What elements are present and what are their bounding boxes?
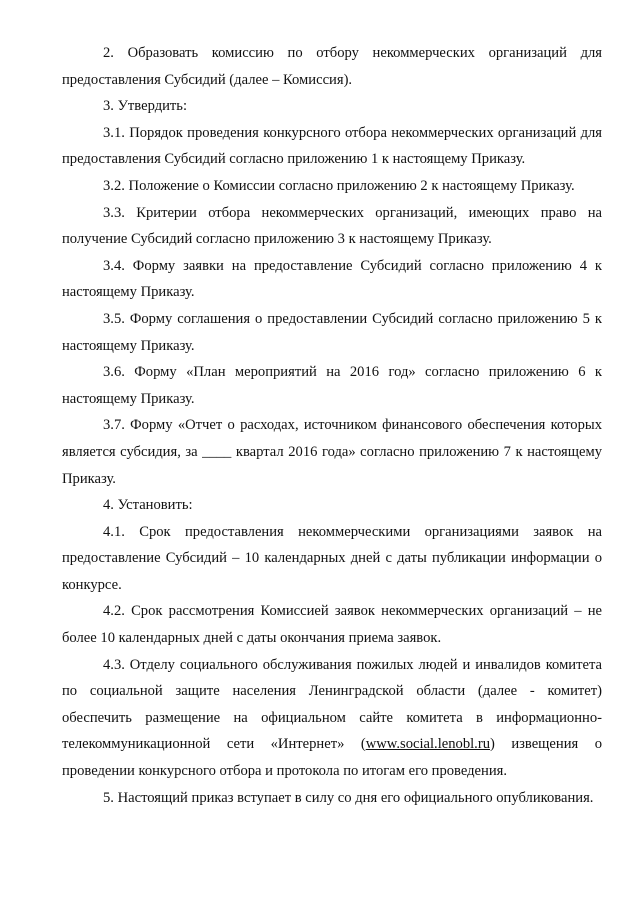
paragraph-3-1: 3.1. Порядок проведения конкурсного отбора некоммерческих организаций для предоставления Субсидий согласно приложению 1 к настоящему Приказу. xyxy=(62,124,602,168)
document-body xyxy=(62,40,602,811)
paragraph-4-3-text-after: ) извещения о проведении конкурсного отбора и протокола по итогам его проведения. xyxy=(62,736,602,780)
paragraph-4-3-text-before: 4.3. Отделу социального обслуживания пожилых людей и инвалидов комитета по социальной защите населения Ленинградской области (далее - комитет) обеспечить размещение на официальном сайте комитета в информационно-телекоммуникационной сети «Интернет» ( xyxy=(62,656,602,753)
website-link[interactable]: www.social.lenobl.ru xyxy=(365,736,490,753)
paragraph-4-1: 4.1. Срок предоставления некоммерческими организациями заявок на предоставление Субсидий – 10 календарных дней с даты публикации информации о конкурсе. xyxy=(62,523,602,593)
paragraph-2: 2. Образовать комиссию по отбору некоммерческих организаций для предоставления Субсидий (далее – Комиссия). xyxy=(62,45,602,88)
paragraph-3: 3. Утвердить: xyxy=(103,98,188,115)
paragraph-3-6: 3.6. Форму «План мероприятий на 2016 год» согласно приложению 6 к настоящему Приказу. xyxy=(62,364,602,407)
paragraph-4: 4. Установить: xyxy=(103,497,193,514)
paragraph-3-2: 3.2. Положение о Комиссии согласно приложению 2 к настоящему Приказу. xyxy=(103,177,575,194)
paragraph-3-5: 3.5. Форму соглашения о предоставлении Субсидий согласно приложению 5 к настоящему Приказу. xyxy=(62,310,602,354)
paragraph-5: 5. Настоящий приказ вступает в силу со дня его официального опубликования. xyxy=(103,789,594,806)
paragraph-3-3: 3.3. Критерии отбора некоммерческих организаций, имеющих право на получение Субсидий согласно приложению 3 к настоящему Приказу. xyxy=(62,204,602,248)
paragraph-3-4: 3.4. Форму заявки на предоставление Субсидий согласно приложению 4 к настоящему Приказу. xyxy=(62,257,602,301)
paragraph-4-2: 4.2. Срок рассмотрения Комиссией заявок некоммерческих организаций – не более 10 календарных дней с даты окончания приема заявок. xyxy=(62,603,602,647)
paragraph-3-7: 3.7. Форму «Отчет о расходах, источником финансового обеспечения которых является субсидия, за ____ квартал 2016 года» согласно приложению 7 к настоящему Приказу. xyxy=(62,417,602,487)
paragraph-4-3 xyxy=(62,652,602,785)
